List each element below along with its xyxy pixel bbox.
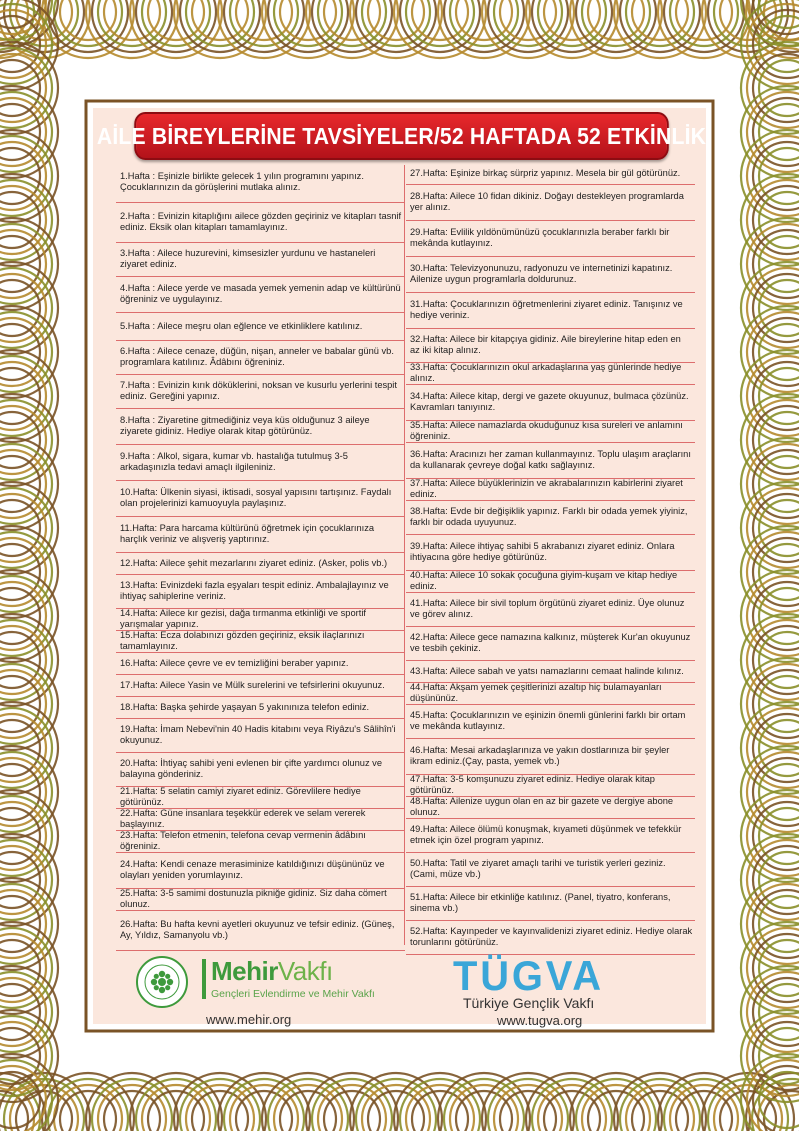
activity-item — [406, 329, 695, 363]
activity-item — [406, 185, 695, 221]
activity-text: 41.Hafta: Ailece bir sivil toplum örgütünü ziyaret ediniz. Üye olunuz ve görev alınız. — [410, 598, 685, 619]
activity-list-left — [116, 163, 405, 951]
activity-item — [406, 479, 695, 501]
activity-text: 36.Hafta: Aracınızı her zaman kullanmayınız. Toplu ulaşım araçlarını da kullanarak çevreye doğal katkı sağlayınız. — [410, 449, 691, 470]
footer-logos — [93, 950, 706, 1030]
activity-text: 15.Hafta: Ecza dolabınızı gözden geçiriniz, eksik ilaçlarınızı tamamlayınız. — [120, 631, 365, 651]
activity-item — [116, 375, 405, 409]
activity-list-right — [406, 163, 695, 955]
activity-text: 23.Hafta: Telefon etmenin, telefona cevap vermenin âdâbını öğreniniz. — [120, 831, 366, 851]
activity-text: 1.Hafta : Eşinizle birlikte gelecek 1 yılın programını yapınız. Çocuklarınızın da görüşlerini mutlaka alınız. — [120, 171, 364, 192]
activity-item — [406, 819, 695, 853]
activity-text: 12.Hafta: Ailece şehit mezarlarını ziyaret ediniz. (Asker, polis vb.) — [120, 557, 388, 568]
activity-text: 49.Hafta: Ailece ölümü konuşmak, kıyameti düşünmek ve tefekkür etmek için özel program yapınız. — [410, 824, 682, 845]
activity-item — [116, 753, 405, 787]
activity-item — [116, 831, 405, 853]
activity-item — [406, 163, 695, 185]
activity-text: 20.Hafta: İhtiyaç sahibi yeni evlenen bir çifte yardımcı olunuz ve balayına gönderiniz. — [120, 758, 382, 779]
activity-text: 50.Hafta: Tatil ve ziyaret amaçlı tarihi ve turistik yerleri geziniz. (Cami, müze vb.) — [410, 858, 666, 879]
activity-text: 44.Hafta: Akşam yemek çeşitlerinizi azaltıp hiç bulamayanları düşününüz. — [410, 683, 662, 703]
activity-item — [116, 889, 405, 911]
mehir-logo-text — [211, 956, 333, 987]
activity-item — [116, 809, 405, 831]
activity-text: 35.Hafta: Ailece namazlarda okuduğunuz kısa sureleri ve anlamını öğreniniz. — [410, 421, 683, 441]
activity-text: 3.Hafta : Ailece huzurevini, kimsesizler yurdunu ve hastaneleri ziyaret ediniz. — [120, 248, 376, 269]
activity-text: 26.Hafta: Bu hafta kevni ayetleri okuyunuz ve tefsir ediniz. (Güneş, Ay, Yıldız, Samanyolu vb.) — [120, 919, 395, 940]
mehir-tagline: Gençleri Evlendirme ve Mehir Vakfı — [211, 988, 375, 1000]
activity-text: 29.Hafta: Evlilik yıldönümünüzü çocuklarınızla beraber farklı bir mekânda kutlayınız. — [410, 227, 670, 248]
activity-item — [406, 683, 695, 705]
activity-text: 51.Hafta: Ailece bir etkinliğe katılınız. (Panel, tiyatro, konferans, sinema vb.) — [410, 892, 671, 913]
mehir-name-bold: Mehir — [211, 956, 278, 986]
activity-text: 45.Hafta: Çocuklarınızın ve eşinizin önemli günlerini farklı bir ortam ve mekânda kutlayınız. — [410, 710, 686, 731]
mehir-logo-bar — [202, 959, 206, 999]
activity-text: 34.Hafta: Ailece kitap, dergi ve gazete okuyunuz, bulmaca çözünüz. Kavramları tanıyınız. — [410, 391, 689, 412]
activity-item — [406, 501, 695, 535]
activity-text: 19.Hafta: İmam Nebevi'nin 40 Hadis kitabını veya Riyâzu's Sâlihîn'i okuyunuz. — [120, 724, 396, 745]
activity-item — [406, 257, 695, 293]
activity-text: 4.Hafta : Ailece yerde ve masada yemek yemenin adap ve kültürünü öğreniniz ve uygulayınız. — [120, 283, 401, 304]
mehir-url: www.mehir.org — [206, 1012, 292, 1027]
tugva-logo-text: TÜGVA — [453, 952, 604, 999]
activity-text: 31.Hafta: Çocuklarınızın öğretmenlerini ziyaret ediniz. Tanışınız ve hediye veriniz. — [410, 299, 683, 320]
activity-text: 24.Hafta: Kendi cenaze merasiminize katıldığınızı düşününüz ve olayları yeniden yorumlayınız. — [120, 859, 385, 880]
tugva-url: www.tugva.org — [497, 1013, 583, 1028]
activity-text: 14.Hafta: Ailece kır gezisi, dağa tırmanma etkinliği ve sportif yarışmalar yapınız. — [120, 609, 366, 629]
activity-text: 46.Hafta: Mesai arkadaşlarınıza ve yakın dostlarınıza bir şeyler ikram ediniz.(Çay, pasta, yemek vb.) — [410, 745, 670, 766]
activity-item — [116, 277, 405, 313]
activity-item — [406, 293, 695, 329]
activity-text: 22.Hafta: Güne insanlara teşekkür ederek ve selam vererek başlayınız. — [120, 809, 366, 829]
activity-item — [406, 661, 695, 683]
activity-text: 47.Hafta: 3-5 komşunuzu ziyaret ediniz. Hediye olarak kitap götürünüz. — [410, 775, 655, 795]
activity-item — [406, 887, 695, 921]
activity-item — [406, 443, 695, 479]
activity-text: 17.Hafta: Ailece Yasin ve Mülk surelerini ve tefsirlerini okuyunuz. — [120, 679, 385, 690]
activity-text: 38.Hafta: Evde bir değişiklik yapınız. Farklı bir odada yemek yiyiniz, farklı bir odada uyuyunuz. — [410, 506, 688, 527]
activity-text: 10.Hafta: Ülkenin siyasi, iktisadi, sosyal yapısını tartışınız. Faydalı olan projelerinizi kamuoyuyla paylaşınız. — [120, 487, 392, 508]
activity-text: 9.Hafta : Alkol, sigara, kumar vb. hastalığa tutulmuş 3-5 arkadaşınızla tedavi amaçlı ilgileniniz. — [120, 451, 348, 472]
activity-item — [406, 797, 695, 819]
activity-item — [406, 627, 695, 661]
activity-item — [406, 363, 695, 385]
activity-text: 6.Hafta : Ailece cenaze, düğün, nişan, anneler ve babalar günü vb. programlara katılınız. Âdâbını öğreniniz. — [120, 346, 394, 367]
activity-text: 37.Hafta: Ailece büyüklerinizin ve akrabalarınızın kabirlerini ziyaret ediniz. — [410, 479, 683, 499]
activity-item — [116, 243, 405, 277]
activity-text: 16.Hafta: Ailece çevre ve ev temizliğini beraber yapınız. — [120, 657, 349, 668]
activity-text: 21.Hafta: 5 selatin camiyi ziyaret ediniz. Görevlilere hediye götürünüz. — [120, 787, 361, 807]
activity-item — [406, 535, 695, 571]
activity-item — [116, 911, 405, 951]
activity-text: 7.Hafta : Evinizin kırık döküklerini, noksan ve kusurlu yerlerini tespit ediniz. Gereğini yapınız. — [120, 380, 397, 401]
activity-item — [406, 221, 695, 257]
activity-item — [406, 705, 695, 739]
tugva-tagline: Türkiye Gençlik Vakfı — [463, 995, 595, 1011]
activity-text: 42.Hafta: Ailece gece namazına kalkınız, müşterek Kur'an okuyunuz ve tesbih çekiniz. — [410, 632, 691, 653]
activity-item — [116, 341, 405, 375]
activity-item — [116, 697, 405, 719]
activity-item — [406, 571, 695, 593]
activity-item — [116, 163, 405, 203]
activity-text: 30.Hafta: Televizyonunuzu, radyonuzu ve internetinizi kapatınız. Ailenize uygun programlarla doldurunuz. — [410, 263, 673, 284]
activity-text: 43.Hafta: Ailece sabah ve yatsı namazlarını cemaat halinde kılınız. — [410, 665, 684, 676]
activity-text: 48.Hafta: Ailenize uygun olan en az bir gazete ve dergiye abone olunuz. — [410, 797, 674, 817]
activity-item — [116, 719, 405, 753]
activity-text: 39.Hafta: Ailece ihtiyaç sahibi 5 akrabanızı ziyaret ediniz. Onlara ihtiyacına göre hediye götürünüz. — [410, 541, 675, 562]
activity-text: 28.Hafta: Ailece 10 fidan dikiniz. Doğayı destekleyen programlarda yer alınız. — [410, 191, 684, 212]
activity-item — [116, 609, 405, 631]
activity-item — [406, 593, 695, 627]
activity-text: 11.Hafta: Para harcama kültürünü öğretmek için çocuklarınıza harçlık veriniz ve alışveriş yaptırınız. — [120, 523, 375, 544]
activity-item — [116, 409, 405, 445]
column-divider — [404, 165, 405, 945]
activity-text: 18.Hafta: Başka şehirde yaşayan 5 yakınınıza telefon ediniz. — [120, 701, 370, 712]
activity-item — [406, 421, 695, 443]
activity-item — [116, 853, 405, 889]
activity-text: 5.Hafta : Ailece meşru olan eğlence ve etkinliklere katılınız. — [120, 320, 363, 331]
activity-item — [116, 481, 405, 517]
activity-text: 52.Hafta: Kayınpeder ve kayınvalidenizi ziyaret ediniz. Hediye olarak torunlarını götürünüz. — [410, 926, 693, 947]
activity-text: 2.Hafta : Evinizin kitaplığını ailece gözden geçiriniz ve kitapları tasnif ediniz. Eksik olan kitapları tamamlayınız. — [120, 211, 402, 232]
activity-text: 13.Hafta: Evinizdeki fazla eşyaları tespit ediniz. Ambalajlayınız ve ihtiyaç sahiplerine veriniz. — [120, 580, 389, 601]
activity-text: 27.Hafta: Eşinize birkaç sürpriz yapınız. Mesela bir gül götürünüz. — [410, 167, 681, 178]
activity-item — [116, 675, 405, 697]
activity-item — [116, 517, 405, 553]
activity-item — [116, 553, 405, 575]
page-title: AİLE BİREYLERİNE TAVSİYELER/52 HAFTADA 52 ETKİNLİK — [134, 112, 669, 160]
activity-item — [116, 787, 405, 809]
activity-text: 25.Hafta: 3-5 samimi dostunuzla pikniğe gidiniz. Siz daha cömert olunuz. — [120, 889, 387, 909]
activity-text: 8.Hafta : Ziyaretine gitmediğiniz veya küs olduğunuz 3 aileye ziyarete gidiniz. Hediye olarak kitap götürünüz. — [120, 415, 370, 436]
activity-item — [116, 631, 405, 653]
activity-item — [116, 445, 405, 481]
mehir-name-light: Vakfı — [277, 956, 333, 986]
activity-item — [116, 203, 405, 243]
activity-item — [116, 313, 405, 341]
activity-item — [406, 775, 695, 797]
mehir-seal-icon — [136, 956, 188, 1008]
activity-text: 33.Hafta: Çocuklarınızın okul arkadaşlarına yaş günlerinde hediye alınız. — [410, 363, 682, 383]
activity-text: 32.Hafta: Ailece bir kitapçıya gidiniz. Aile bireylerine hitap eden en az iki kitap alınız. — [410, 334, 681, 355]
activity-item — [116, 575, 405, 609]
activity-item — [406, 739, 695, 775]
activity-item — [406, 853, 695, 887]
activity-item — [116, 653, 405, 675]
activity-text: 40.Hafta: Ailece 10 sokak çocuğuna giyim-kuşam ve kitap hediye ediniz. — [410, 571, 678, 591]
activity-item — [406, 385, 695, 421]
